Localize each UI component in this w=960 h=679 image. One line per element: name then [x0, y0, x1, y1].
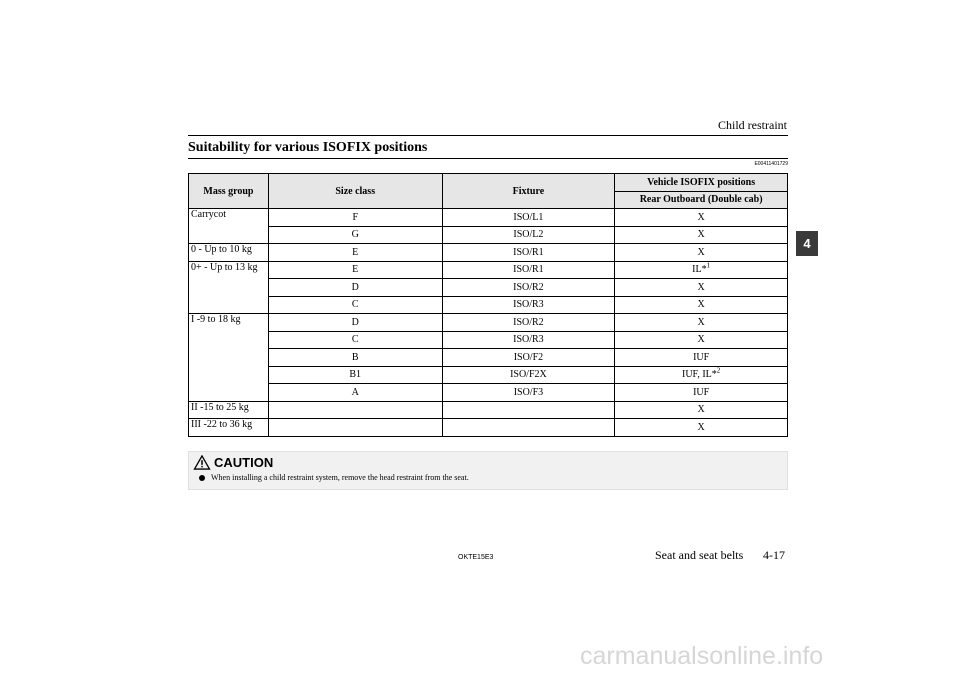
mass-group-cell: III -22 to 36 kg	[189, 419, 269, 437]
size-class-cell: E	[268, 244, 442, 262]
footnote-marker: 2	[716, 366, 721, 375]
table-row	[189, 226, 788, 244]
footer-section: Seat and seat belts	[655, 548, 744, 562]
position-value: IUF	[693, 386, 710, 398]
size-class-cell: C	[268, 331, 442, 349]
fixture-cell: ISO/F2X	[442, 366, 615, 384]
isofix-table	[188, 173, 788, 437]
table-row	[189, 209, 788, 227]
position-cell	[615, 314, 788, 332]
fixture-cell: ISO/R2	[442, 314, 615, 332]
fixture-cell: ISO/R1	[442, 261, 615, 279]
fixture-cell: ISO/R3	[442, 296, 615, 314]
caution-text: When installing a child restraint system, remove the head restraint from the seat.	[211, 473, 469, 482]
fixture-cell: ISO/R1	[442, 244, 615, 262]
header-size-class: Size class	[268, 174, 442, 209]
running-header: Child restraint	[718, 118, 787, 132]
footer-code: OKTE15E3	[458, 554, 494, 561]
position-cell	[615, 209, 788, 227]
position-cell	[615, 349, 788, 367]
fixture-cell: ISO/L2	[442, 226, 615, 244]
position-cell	[615, 419, 788, 437]
mass-group-cell: II -15 to 25 kg	[189, 401, 269, 419]
position-cell	[615, 226, 788, 244]
page-number: 4-17	[763, 548, 785, 562]
chapter-tab: 4	[796, 231, 818, 256]
position-cell	[615, 279, 788, 297]
table-row	[189, 349, 788, 367]
position-cell	[615, 331, 788, 349]
caution-header	[189, 452, 787, 470]
fixture-cell: ISO/L1	[442, 209, 615, 227]
warning-triangle-icon	[193, 455, 211, 470]
section-title-block	[188, 135, 788, 167]
position-cell	[615, 296, 788, 314]
table-row	[189, 366, 788, 384]
position-cell	[615, 384, 788, 402]
table-row	[189, 296, 788, 314]
size-class-cell: D	[268, 279, 442, 297]
position-value: X	[697, 246, 705, 258]
size-class-cell	[268, 401, 442, 419]
fixture-cell	[442, 401, 615, 419]
size-class-cell: C	[268, 296, 442, 314]
fixture-cell: ISO/F2	[442, 349, 615, 367]
position-value: X	[697, 404, 705, 416]
fixture-cell: ISO/R2	[442, 279, 615, 297]
position-value: X	[697, 229, 705, 241]
caution-box	[188, 451, 788, 490]
position-value: IUF	[693, 351, 710, 363]
watermark: carmanualsonline.info	[580, 642, 824, 670]
fixture-cell: ISO/R3	[442, 331, 615, 349]
caution-title: CAUTION	[214, 455, 274, 470]
size-class-cell: A	[268, 384, 442, 402]
table-row	[189, 401, 788, 419]
page-title: Suitability for various ISOFIX positions	[188, 140, 428, 155]
position-value: IUF, IL*	[682, 369, 717, 381]
mass-group-cell: I -9 to 18 kg	[189, 314, 269, 402]
header-vehicle-positions: Vehicle ISOFIX positions	[615, 174, 788, 192]
mass-group-cell: 0+ - Up to 13 kg	[189, 261, 269, 314]
position-value: X	[697, 281, 705, 293]
position-value: X	[697, 299, 705, 311]
size-class-cell	[268, 419, 442, 437]
table-row	[189, 279, 788, 297]
position-value: IL*	[692, 264, 707, 276]
position-cell	[615, 401, 788, 419]
table-row	[189, 419, 788, 437]
size-class-cell: E	[268, 261, 442, 279]
table-row	[189, 384, 788, 402]
header-mass-group: Mass group	[189, 174, 269, 209]
position-value: X	[697, 211, 705, 223]
table-row	[189, 244, 788, 262]
position-value: X	[697, 421, 705, 433]
bullet-icon	[199, 475, 205, 481]
position-cell	[615, 244, 788, 262]
size-class-cell: D	[268, 314, 442, 332]
size-class-cell: F	[268, 209, 442, 227]
caution-item	[189, 470, 787, 482]
fixture-cell	[442, 419, 615, 437]
header-rear-outboard: Rear Outboard (Double cab)	[615, 191, 788, 209]
size-class-cell: B1	[268, 366, 442, 384]
mass-group-cell: 0 - Up to 10 kg	[189, 244, 269, 262]
table-row	[189, 261, 788, 279]
position-value: X	[697, 334, 705, 346]
position-cell	[615, 261, 788, 279]
table-row	[189, 314, 788, 332]
position-cell	[615, 366, 788, 384]
position-value: X	[697, 316, 705, 328]
footnote-marker: 1	[706, 261, 711, 270]
table-row	[189, 331, 788, 349]
fixture-cell: ISO/F3	[442, 384, 615, 402]
mass-group-cell: Carrycot	[189, 209, 269, 244]
size-class-cell: B	[268, 349, 442, 367]
size-class-cell: G	[268, 226, 442, 244]
doc-code: E00411401729	[754, 161, 788, 167]
table-body	[189, 209, 788, 437]
header-fixture: Fixture	[442, 174, 615, 209]
